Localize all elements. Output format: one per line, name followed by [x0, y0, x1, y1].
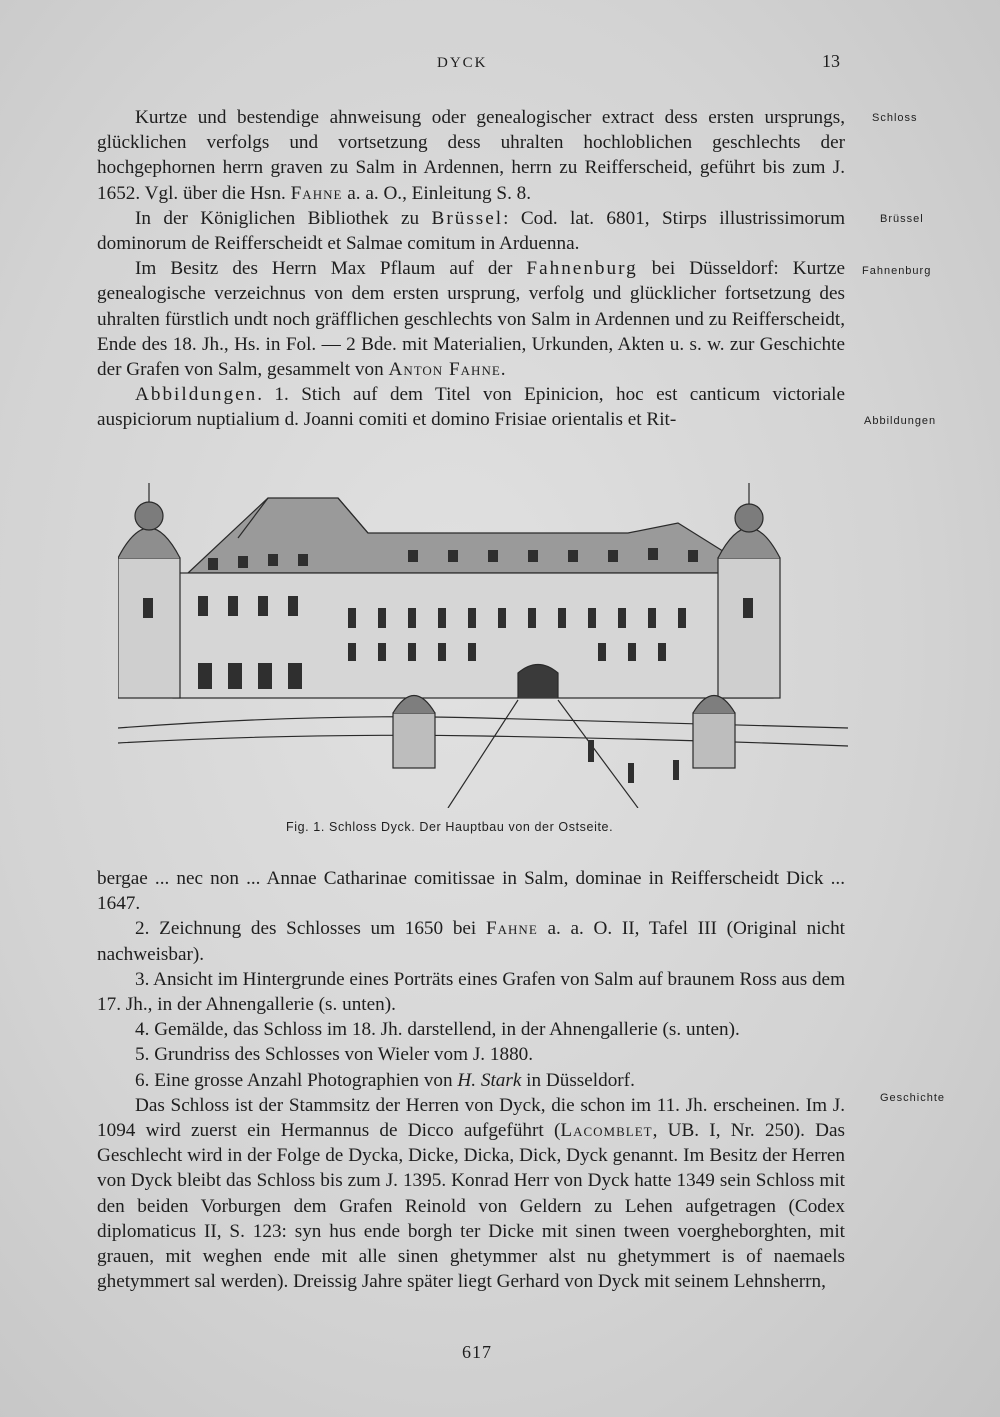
margin-note-schloss: Schloss [872, 112, 918, 124]
paragraph-text: 6. Eine grosse Anzahl Photographien von [135, 1069, 458, 1091]
paragraph-text: : Cod. lat. 6801, Stirps illustrissimorum dominorum de Reifferscheidt et Salmae comitum in Arduenna. [97, 207, 845, 255]
paragraph-text: In der Königlichen Bibliothek zu [135, 207, 432, 229]
page-number: 13 [822, 51, 840, 71]
list-item-6 [97, 1068, 845, 1093]
paragraph-geschichte [97, 1093, 845, 1295]
spaced-word: Abbildungen [135, 384, 258, 406]
margin-note-bruessel: Brüssel [880, 213, 924, 225]
author-name: Lacomblet [560, 1120, 653, 1142]
paragraph-text: Das Schloss ist der Stammsitz der Herren von Dyck, die schon im 11. Jh. erscheinen. Im J. 1094 wird zuerst ein Hermannus de Dicco aufgeführt ( [97, 1094, 845, 1142]
list-item-3: 3. Ansicht im Hintergrunde eines Porträts eines Grafen von Salm auf braunem Ross aus dem 17. Jh., in der Ahnengallerie (s. unten). [97, 968, 845, 1016]
paragraph-text: in Düsseldorf. [521, 1069, 635, 1091]
paragraph-abbildungen [97, 382, 845, 432]
paragraph-text: , UB. I, Nr. 250). Das Geschlecht wird in der Folge de Dycka, Dicke, Dicka, Dick, Dyck genannt. Im Besitz der Herren von Dyck bleibt das Schloss bis zum J. 1395. Konrad Herr von Dyck hatte 1349 sein Schloss mit den beiden Vorburgen dem Grafen Reinold von Geldern zu Lehen aufgetragen (Codex diplomaticus II, S. 123: syn hus ende borgh ter Dicke mit sinen tween voergheborghten, mit grauen, mit weghen ende mit alle sinen ghetymmer alst nu ghetymmert is of naemaels ghetymmert sal werden). Dreissig Jahre später liegt Gerhard von Dyck mit seinem Lehnsherrn, [97, 1120, 845, 1293]
footer-page-number: 617 [462, 1342, 492, 1362]
paragraph-text: . [500, 359, 506, 381]
author-name: Anton Fahne [388, 359, 501, 381]
running-head: DYCK [437, 55, 488, 71]
paragraph-schloss [97, 105, 845, 206]
author-name: Fahne [290, 182, 343, 204]
paragraph-text: Kurtze und bestendige ahnweisung oder genealogischer extract dess ersten ursprungs, glücklichen verfolgs und vortsetzung dess uhralten hochloblichen geschlechts der hochgephornen herrn graven zu Salm in Ardennen, herrn zu Reifferscheid, geführt bis zum J. 1652. Vgl. über die Hsn. [97, 107, 845, 204]
text-block-bottom [97, 866, 845, 1294]
spaced-word: Fahnenburg [526, 258, 638, 280]
margin-note-fahnenburg: Fahnenburg [862, 265, 932, 277]
castle-engraving [118, 478, 848, 808]
photographer-name: H. Stark [457, 1069, 522, 1091]
figure-caption: Fig. 1. Schloss Dyck. Der Hauptbau von der Ostseite. [286, 820, 614, 834]
author-name: Fahne [485, 918, 538, 940]
paragraph-text: . 1. Stich auf dem Titel von Epinicion, hoc est canticum victoriale auspiciorum nuptialium d. Joanni comiti et domino Frisiae orientalis et Rit- [97, 384, 845, 431]
castle-illustration [118, 478, 848, 808]
paragraph-continuation: bergae ... nec non ... Annae Catharinae comitissae in Salm, dominae in Reifferscheidt Dick ... 1647. [97, 868, 845, 915]
paragraph-text: bei Düsseldorf: Kurtze genealogische verzeichnus von dem ersten ursprung, verfolg und glücklicher fortsetzung des uhralten fürstlich undt noch gräfflichen geschlechts von Salm in Ardennen und zu Reifferscheidt, Ende des 18. Jh., Hs. in Fol. — 2 Bde. mit Materialien, Urkunden, Akten u. s. w. zur Geschichte der Grafen von Salm, gesammelt von [97, 258, 845, 381]
list-item-2 [97, 916, 845, 966]
paragraph-text: a. a. O. II, Tafel III (Original nicht nachweisbar). [97, 918, 845, 965]
list-item-4: 4. Gemälde, das Schloss im 18. Jh. darstellend, in der Ahnengallerie (s. unten). [135, 1019, 740, 1041]
margin-note-abbildungen: Abbildungen [864, 415, 937, 427]
spaced-word: Brüssel [431, 207, 504, 229]
paragraph-text: Im Besitz des Herrn Max Pflaum auf der [135, 258, 527, 280]
text-block-top [97, 105, 845, 433]
paragraph-text: 2. Zeichnung des Schlosses um 1650 bei [135, 918, 486, 940]
paragraph-text: a. a. O., Einleitung S. 8. [342, 182, 532, 204]
margin-note-geschichte: Geschichte [880, 1092, 946, 1104]
list-item-5: 5. Grundriss des Schlosses von Wieler vom J. 1880. [135, 1044, 534, 1066]
paragraph-fahnenburg [97, 256, 845, 382]
paragraph-bruessel [97, 206, 845, 256]
